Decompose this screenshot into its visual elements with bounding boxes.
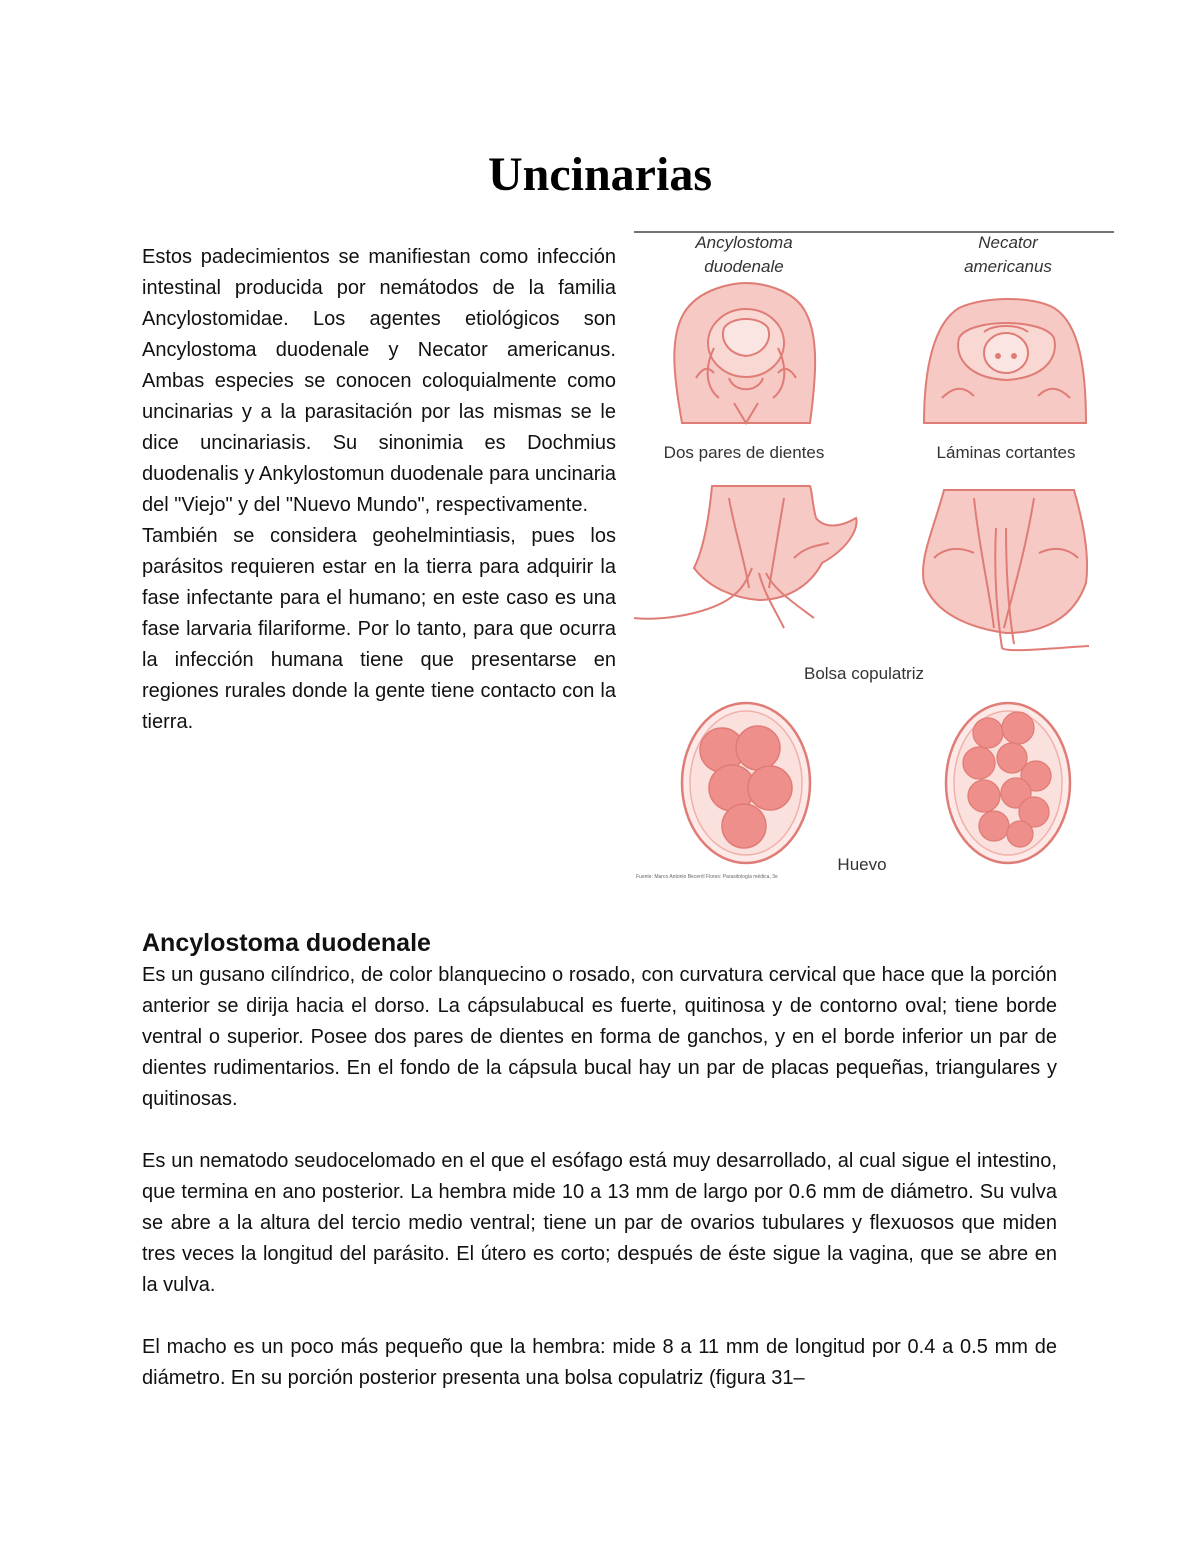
label-cutting-plates: Láminas cortantes <box>936 443 1076 462</box>
ancylostoma-section <box>142 926 1057 1425</box>
species-b-name-line1: Necator <box>978 233 1038 252</box>
section-paragraph-1: Es un gusano cilíndrico, de color blanquecino o rosado, con curvatura cervical que hace que la porción anterior se dirija hacia el dorso. La cápsulabucal es fuerte, quitinosa y de contorno oval; tiene borde ventral o superior. Posee dos pares de dientes en forma de ganchos, y en el borde inferior un par de dientes rudimentarios. En el fondo de la cápsula bucal hay un par de placas pequeñas, triangulares y quitinosas. <box>142 964 1057 1110</box>
section-heading: Ancylostoma duodenale <box>142 929 431 957</box>
necator-head-illustration <box>924 299 1086 423</box>
page-title: Uncinarias <box>487 148 712 201</box>
necator-bursa-illustration <box>923 490 1089 650</box>
species-a-name-line1: Ancylostoma <box>695 233 793 252</box>
hookworm-figure <box>634 228 1114 880</box>
label-two-pairs-teeth: Dos pares de dientes <box>663 443 825 462</box>
intro-paragraph-2: También se considera geohelmintiasis, pues los parásitos requieren estar en la tierra para adquirir la fase infectante para el humano; en este caso es una fase larvaria filariforme. Por lo tanto, para que ocurra la infección humana tiene que presentarse en regiones rurales donde la gente tiene contacto con la tierra. <box>142 525 616 733</box>
intro-paragraph-1: Estos padecimientos se manifiestan como infección intestinal producida por nemátodos de la familia Ancylostomidae. Los agentes etiológicos son Ancylostoma duodenale y Necator americanus. Ambas especies se conocen coloquialmente como uncinarias y a la parasitación por las mismas se le dice uncinariasis. Su sinonimia es Dochmius duodenalis y Ankylostomun duodenale para uncinaria del "Viejo" y del "Nuevo Mundo", respectivamente. <box>142 246 616 516</box>
ancylostoma-bursa-illustration <box>634 486 857 628</box>
ancylostoma-head-illustration <box>674 283 815 423</box>
figure-source-credit: Fuente: Marco Antonio Becerril Flores: Parasitología médica, 3e <box>636 874 778 880</box>
label-egg: Huevo <box>837 855 887 874</box>
section-paragraph-3: El macho es un poco más pequeño que la hembra: mide 8 a 11 mm de longitud por 0.4 a 0.5 mm de diámetro. En su porción posterior presenta una bolsa copulatriz (figura 31– <box>142 1336 1057 1389</box>
label-copulatory-bursa: Bolsa copulatriz <box>803 664 925 683</box>
hookworm-illustration <box>634 228 1114 880</box>
necator-egg-illustration <box>946 703 1070 863</box>
species-a-name-line2: duodenale <box>704 257 784 276</box>
ancylostoma-egg-illustration <box>682 703 810 863</box>
species-b-name-line2: americanus <box>964 257 1052 276</box>
intro-text <box>142 242 616 738</box>
section-paragraph-2: Es un nematodo seudocelomado en el que el esófago está muy desarrollado, al cual sigue el intestino, que termina en ano posterior. La hembra mide 10 a 13 mm de largo por 0.6 mm de diámetro. Su vulva se abre a la altura del tercio medio ventral; tiene un par de ovarios tubulares y flexuosos que miden tres veces la longitud del parásito. El útero es corto; después de éste sigue la vagina, que se abre en la vulva. <box>142 1150 1057 1296</box>
